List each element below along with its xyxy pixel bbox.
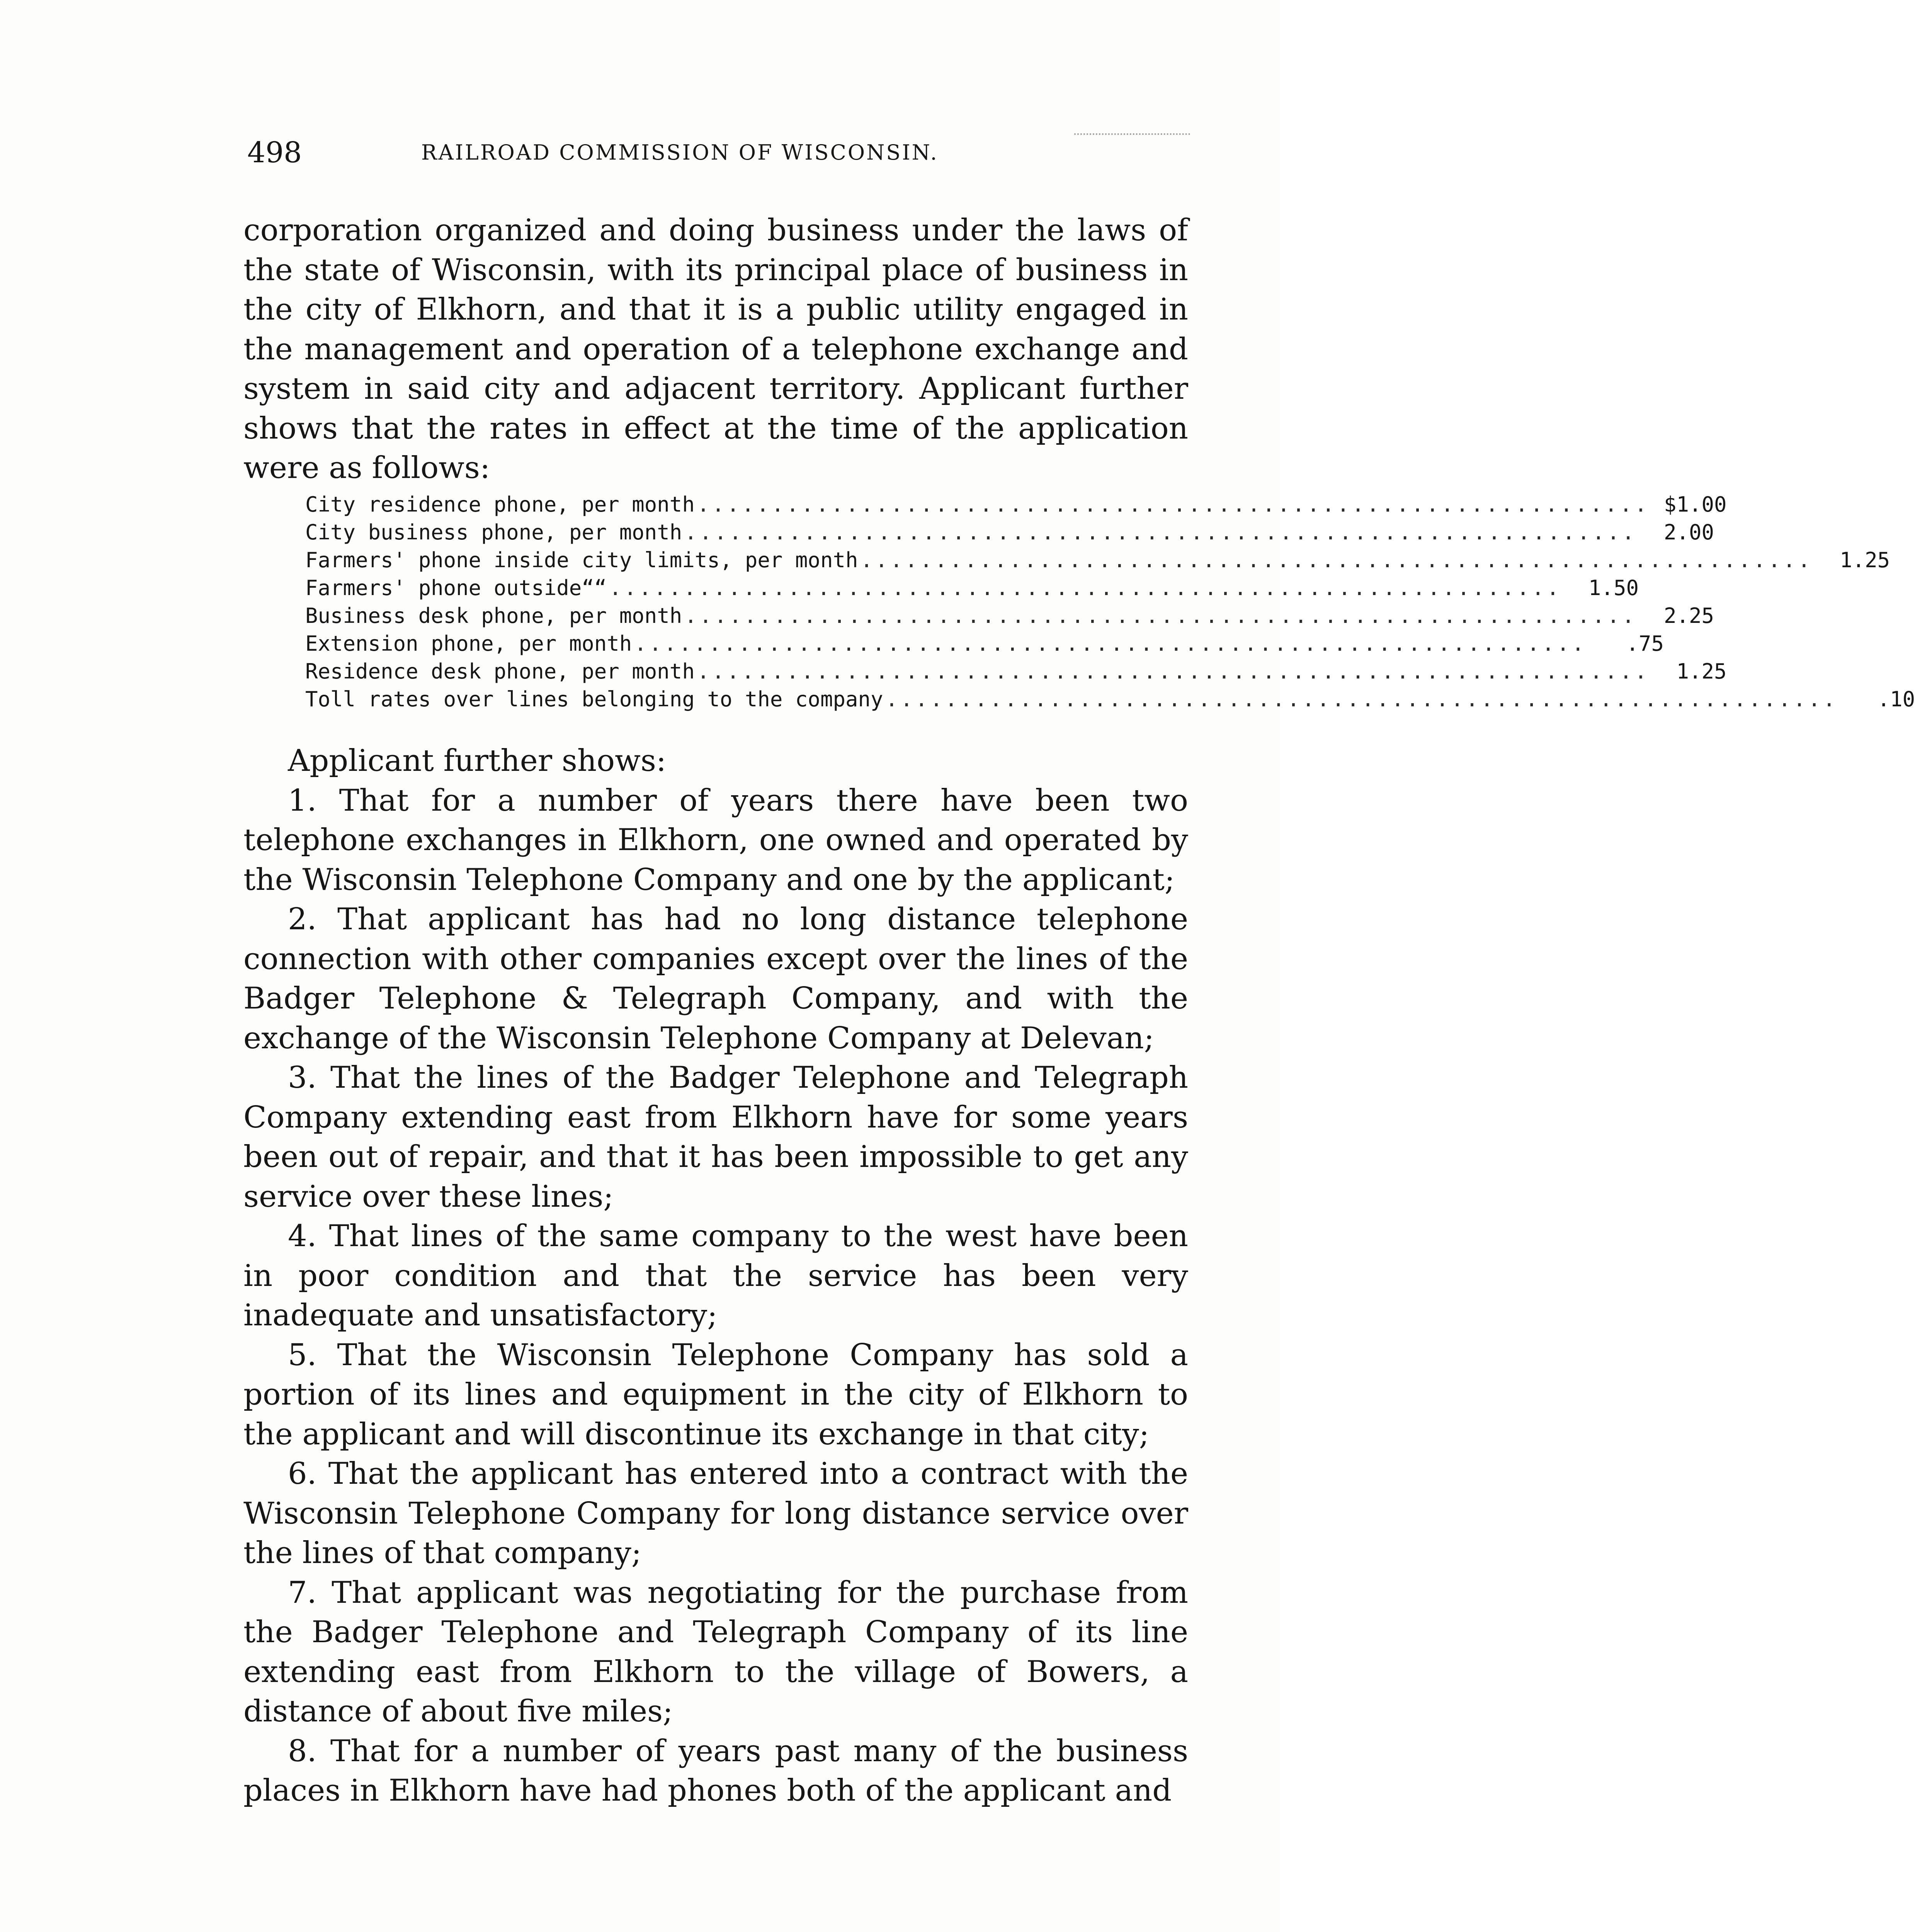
rate-label: Extension phone, per month bbox=[305, 631, 632, 656]
rate-label: Farmers' phone inside city limits, per month bbox=[305, 548, 858, 572]
dot-leader: ................................................................ bbox=[885, 687, 1838, 711]
rate-row bbox=[305, 602, 1714, 630]
dot-leader: ................................................................ bbox=[697, 659, 1650, 684]
ditto-mark: “ bbox=[582, 576, 594, 600]
rate-row bbox=[305, 630, 1664, 658]
finding-item: 4. That lines of the same company to the west have been in poor condition and that the service has been very inadequate and unsatisfactory; bbox=[243, 1219, 1188, 1333]
rate-label: Business desk phone, per month bbox=[305, 604, 682, 628]
rate-label: City residence phone, per month bbox=[305, 492, 695, 517]
opening-paragraph-block bbox=[243, 211, 1188, 488]
rate-label: Residence desk phone, per month bbox=[305, 659, 695, 684]
rate-row bbox=[305, 491, 1727, 519]
rate-row bbox=[305, 546, 1890, 574]
running-title: RAILROAD COMMISSION OF WISCONSIN. bbox=[421, 140, 939, 165]
rate-row bbox=[305, 574, 1639, 602]
rate-row bbox=[305, 519, 1714, 546]
rate-value: 1.50 bbox=[1588, 576, 1639, 600]
rate-label: Toll rates over lines belonging to the company bbox=[305, 687, 883, 711]
dot-leader: ................................................................ bbox=[860, 548, 1813, 572]
dot-leader: ................................................................ bbox=[684, 604, 1637, 628]
rate-value: .10 bbox=[1877, 687, 1915, 711]
dot-leader: ................................................................ bbox=[697, 492, 1650, 517]
dot-leader: ................................................................ bbox=[684, 520, 1637, 544]
dot-leader: ................................................................ bbox=[609, 576, 1561, 600]
finding-item: 7. That applicant was negotiating for the purchase from the Badger Telephone and Telegraph Company of its line extending east from Elkhorn to the village of Bowers, a distance of about five miles; bbox=[243, 1575, 1188, 1729]
running-head bbox=[247, 135, 1190, 170]
finding-item: 8. That for a number of years past many of the business places in Elkhorn have had phones both of the applicant and bbox=[243, 1733, 1188, 1808]
ditto-mark: “ bbox=[594, 576, 607, 600]
finding-item: 2. That applicant has had no long distance telephone connection with other companies except over the lines of the Badger Telephone & Telegraph Company, and with the exchange of the Wisconsin Telephone Company at Delevan; bbox=[243, 902, 1188, 1056]
finding-item: 6. That the applicant has entered into a contract with the Wisconsin Telephone Company for long distance service over the lines of that company; bbox=[243, 1456, 1188, 1570]
scan-artifact bbox=[1074, 133, 1190, 137]
rate-label: City business phone, per month bbox=[305, 520, 682, 544]
rate-value: 2.25 bbox=[1663, 604, 1714, 628]
rate-row bbox=[305, 685, 1915, 713]
findings-intro: Applicant further shows: bbox=[288, 743, 667, 778]
rate-value: 1.25 bbox=[1676, 659, 1727, 684]
finding-item: 1. That for a number of years there have been two telephone exchanges in Elkhorn, one owned and operated by the Wisconsin Telephone Company and one by the applicant; bbox=[243, 783, 1188, 897]
page-number: 498 bbox=[247, 136, 302, 169]
opening-paragraph: corporation organized and doing business under the laws of the state of Wisconsin, with its principal place of business in the city of Elkhorn, and that it is a public utility engaged in the management and operation of a telephone exchange and system in said city and adjacent territory. Applicant further shows that the rates in effect at the time of the application were as follows: bbox=[243, 213, 1188, 485]
rate-table bbox=[305, 491, 1915, 713]
finding-item: 3. That the lines of the Badger Telephone and Telegraph Company extending east from Elkhorn have for some years been out of repair, and that it has been impossible to get any service over these lines; bbox=[243, 1060, 1188, 1214]
rate-value: $1.00 bbox=[1663, 492, 1727, 517]
findings-block bbox=[243, 741, 1188, 1811]
rate-value: 2.00 bbox=[1663, 520, 1714, 544]
dot-leader: ................................................................ bbox=[634, 631, 1587, 656]
finding-item: 5. That the Wisconsin Telephone Company has sold a portion of its lines and equipment in the city of Elkhorn to the applicant and will discontinue its exchange in that city; bbox=[243, 1337, 1188, 1452]
rate-value: .75 bbox=[1626, 631, 1664, 656]
rate-row bbox=[305, 658, 1727, 685]
rate-value: 1.25 bbox=[1840, 548, 1890, 572]
rate-label: Farmers' phone outside bbox=[305, 576, 582, 600]
